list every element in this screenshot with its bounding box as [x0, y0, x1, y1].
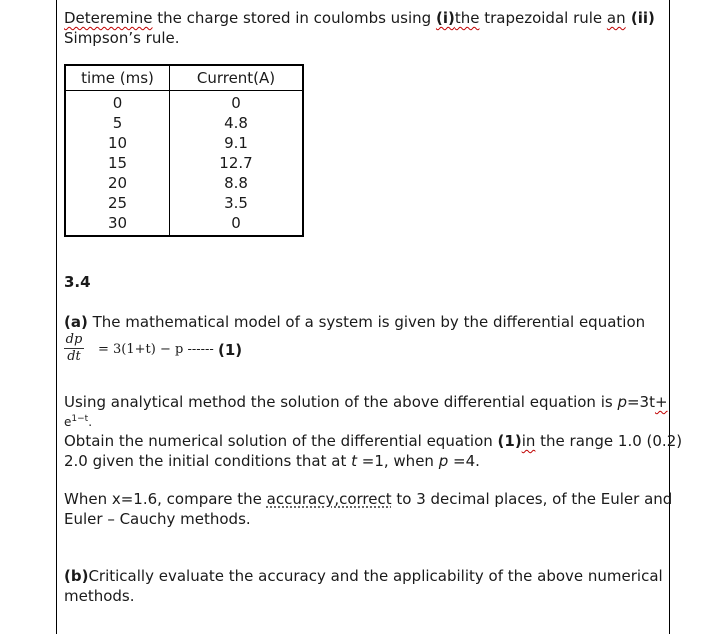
word-deteremine: Deteremine [64, 9, 153, 27]
table-row [65, 153, 303, 173]
table-row [65, 133, 303, 153]
table-header-row [65, 65, 303, 91]
table-header-current: Current(A) [170, 65, 304, 91]
table-cell: 15 [65, 153, 170, 173]
fraction-numerator: dp [65, 332, 83, 347]
table-row [65, 113, 303, 133]
table-cell: 3.5 [224, 194, 248, 212]
table-cell: 30 [65, 213, 170, 236]
data-table [64, 64, 304, 237]
part-a-statement: (a) The mathematical model of a system is given by the differential equation [64, 313, 646, 331]
fraction-dp-dt [64, 332, 84, 365]
table-cell: 20 [65, 173, 170, 193]
table-row [65, 193, 303, 213]
table-cell: 4.8 [224, 114, 248, 132]
table-cell: 9.1 [224, 134, 248, 152]
table-cell: 10 [65, 133, 170, 153]
table-cell: 12.7 [219, 154, 253, 172]
equation-number: (1) [218, 341, 243, 359]
table-row [65, 91, 303, 114]
obtain-statement: Obtain the numerical solution of the differential equation (1)in the range 1.0 (0.2) 2.0 given the initial conditions that at t =1, when p =4. [64, 432, 683, 470]
compare-statement: When x=1.6, compare the accuracy,correct to 3 decimal places, of the Euler and Euler – Cauchy methods. [64, 490, 673, 528]
table-cell: 8.8 [224, 174, 248, 192]
table-cell: 25 [65, 193, 170, 213]
part-b-statement: (b)Critically evaluate the accuracy and the applicability of the above numerical methods. [64, 567, 663, 605]
page-left-border [56, 0, 57, 634]
differential-equation: = 3(1+t) − p ------ [98, 342, 214, 357]
page-right-border [669, 0, 670, 634]
table-header-time: time (ms) [65, 65, 170, 91]
section-number: 3.4 [64, 273, 91, 291]
table-cell: 0 [231, 214, 241, 232]
table-cell: 5 [65, 113, 170, 133]
table-row [65, 213, 303, 236]
table-row [65, 173, 303, 193]
fraction-denominator: dt [67, 349, 81, 364]
table-cell: 0 [65, 91, 170, 114]
table-cell: 0 [231, 94, 241, 112]
question-intro: Deteremine the charge stored in coulombs using (i)the trapezoidal rule an (ii) Simpson’s rule. [64, 9, 655, 47]
question-intro-line2: Simpson’s rule. [64, 29, 180, 47]
exponential-term: $e^{1-t}$. [64, 414, 93, 429]
analytical-solution-line: Using analytical method the solution of the above differential equation is p=3t+ [64, 393, 668, 411]
